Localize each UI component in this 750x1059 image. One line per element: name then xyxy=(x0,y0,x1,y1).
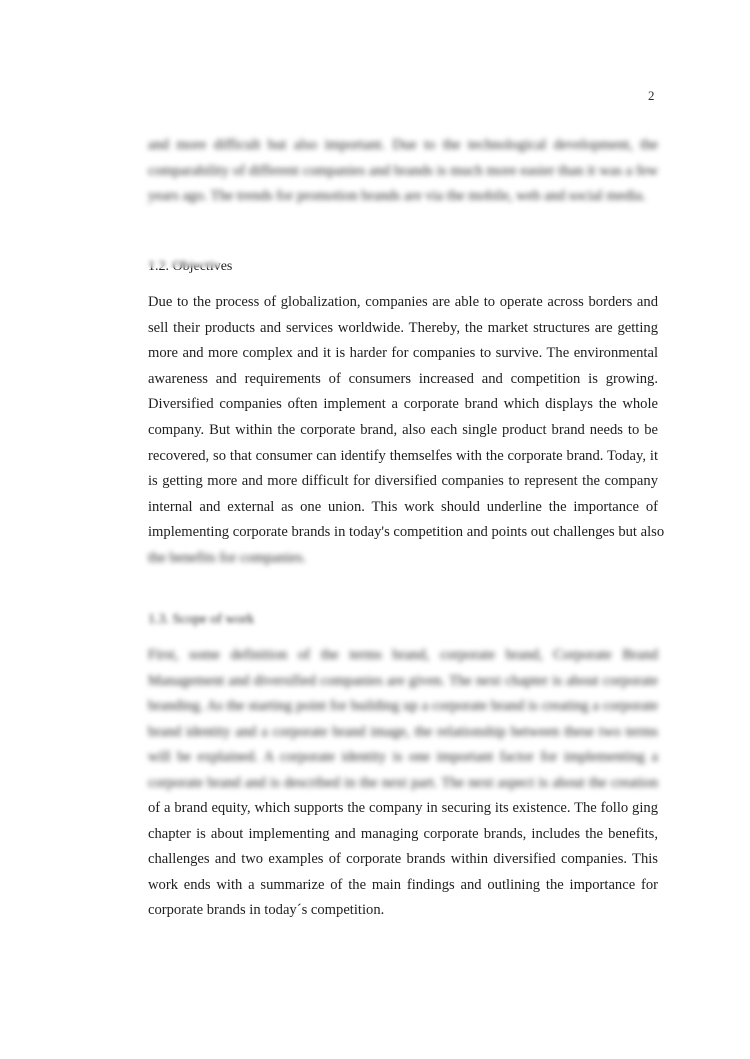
text-line: First, some definition of the terms brand, corporate brand, Corporate Brand xyxy=(148,647,658,663)
text-line: and more difficult but also important. Due to the technological development, the xyxy=(148,137,658,153)
objectives-paragraph xyxy=(148,290,665,572)
text-line: more and more complex and it is harder for companies to survive. The environmental xyxy=(148,345,658,362)
text-line: recovered, so that consumer can identify themselfes with the corporate brand. Today, it xyxy=(148,447,658,464)
text-line: awareness and requirements of consumers increased and competition is growing. xyxy=(148,370,658,387)
text-line: challenges and two examples of corporate brands within diversified companies. This xyxy=(148,851,658,868)
text-line: corporate brands in today´s competition. xyxy=(148,902,385,919)
text-line: will be explained. A corporate identity is one important factor for implementing a xyxy=(148,749,658,766)
text-line: Management and diversified companies are given. The next chapter is about corporate xyxy=(148,672,658,689)
text-line: corporate brand and is described in the next part. The next aspect is about the creation xyxy=(148,774,658,791)
intro-paragraph-blurred xyxy=(148,133,658,210)
scope-paragraph-blurred xyxy=(148,643,658,797)
scope-paragraph xyxy=(148,796,658,924)
text-line: chapter is about implementing and managing corporate brands, includes the benefits, xyxy=(148,825,658,842)
section-heading-objectives: 1.2. Objectives xyxy=(148,259,233,274)
text-line-blurred: the benefits for companies. xyxy=(148,549,307,566)
page-number: 2 xyxy=(648,88,655,103)
text-line: internal and external as one union. This work should underline the importance of xyxy=(148,498,658,515)
text-line: is getting more and more difficult for diversified companies to represent the company xyxy=(148,473,658,490)
text-line: years ago. The trends for promotion brands are via the mobile, web and social media. xyxy=(148,188,646,205)
text-line: Due to the process of globalization, companies are able to operate across borders and xyxy=(148,294,658,310)
text-line: sell their products and services worldwide. Thereby, the market structures are getting xyxy=(148,319,658,336)
text-line: branding. As the starting point for building up a corporate brand is creating a corporate xyxy=(148,698,658,715)
text-line: of a brand equity, which supports the company in securing its existence. The follo ging xyxy=(148,800,658,816)
text-line: comparability of different companies and brands is much more easier than it was a few xyxy=(148,162,658,179)
text-line: Diversified companies often implement a corporate brand which displays the whole xyxy=(148,396,658,413)
text-line: brand identity and a corporate brand image, the relationship between these two terms xyxy=(148,723,658,740)
text-line: company. But within the corporate brand, also each single product brand needs to be xyxy=(148,421,658,438)
text-line: work ends with a summarize of the main findings and outlining the importance for xyxy=(148,876,658,893)
text-line: implementing corporate brands in today's competition and points out challenges but also xyxy=(148,524,665,541)
section-heading-scope: 1.3. Scope of work xyxy=(148,612,255,627)
